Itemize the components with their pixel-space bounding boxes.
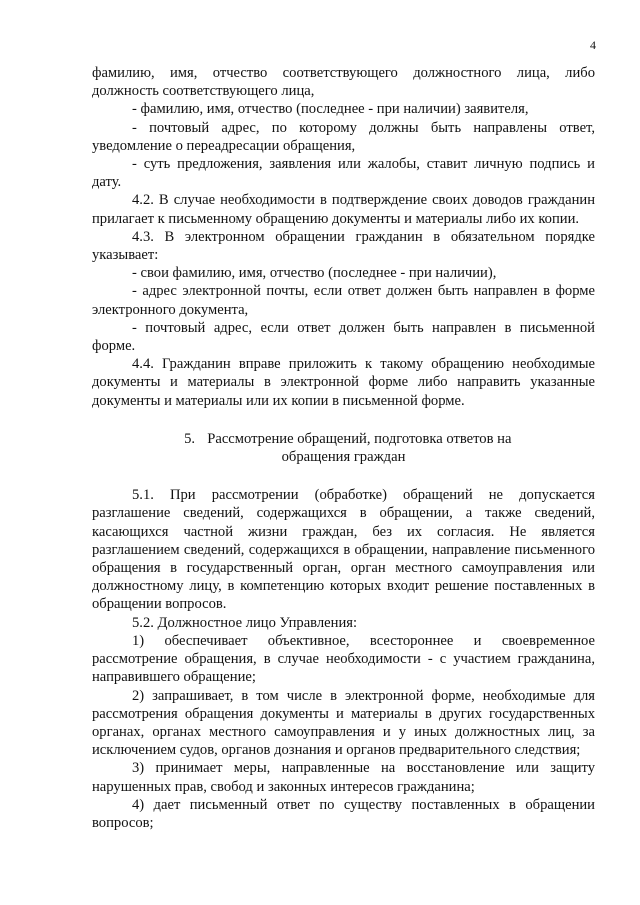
spacer — [92, 410, 595, 428]
section-title-part-1: Рассмотрение обращений, подготовка ответов на — [207, 430, 512, 447]
paragraph: 4.3. В электронном обращении гражданин в обязательном порядке указывает: — [92, 228, 595, 264]
section-heading-line-1 — [92, 430, 595, 448]
paragraph: - фамилию, имя, отчество (последнее - при наличии) заявителя, — [132, 101, 529, 118]
paragraph: - свои фамилию, имя, отчество (последнее - при наличии), — [132, 265, 497, 282]
paragraph: 4.4. Гражданин вправе приложить к такому обращению необходимые документы и материалы в электронной форме либо направить указанные документы и материалы или их копии в письменной форме. — [92, 356, 595, 409]
paragraph: - почтовый адрес, по которому должны быть направлены ответ, уведомление о переадресации обращения, — [92, 119, 595, 154]
section-heading — [92, 430, 595, 466]
section-number: 5. — [184, 430, 196, 447]
paragraph: 5.1. При рассмотрении (обработке) обращений не допускается разглашение сведений, содержащихся в обращении, а также сведений, касающихся частной жизни граждан, без их согласия. Не является разглашением сведений, содержащихся в обращении, направление письменного обращения в государственный орган, орган местного самоуправления или должностному лицу, в компетенцию которых входит решение поставленных в обращении вопросов. — [92, 487, 595, 613]
page-content — [92, 64, 595, 832]
paragraph: фамилию, имя, отчество соответствующего должностного лица, либо должность соответствующего лица, — [92, 65, 595, 100]
page-number: 4 — [590, 38, 596, 52]
paragraph: 5.2. Должностное лицо Управления: — [132, 614, 358, 631]
paragraph: 3) принимает меры, направленные на восстановление или защиту нарушенных прав, свобод и законных интересов гражданина; — [92, 760, 595, 795]
paragraph: - почтовый адрес, если ответ должен быть направлен в письменной форме. — [92, 319, 595, 355]
paragraph: 4.2. В случае необходимости в подтверждение своих доводов гражданин прилагает к письменному обращению документы и материалы либо их копии. — [92, 192, 595, 227]
paragraph: 4) дает письменный ответ по существу поставленных в обращении вопросов; — [92, 796, 595, 831]
paragraph: - суть предложения, заявления или жалобы, ставит личную подпись и дату. — [92, 156, 595, 191]
spacer — [92, 466, 595, 484]
paragraph: 1) обеспечивает объективное, всестороннее и своевременное рассмотрение обращения, в случае необходимости - с участием гражданина, направившего обращение; — [92, 632, 595, 686]
paragraph: - адрес электронной почты, если ответ должен быть направлен в форме электронного документа, — [92, 283, 595, 318]
section-title-part-2: обращения граждан — [281, 449, 406, 466]
paragraph: 2) запрашивает, в том числе в электронной форме, необходимые для рассмотрения обращения документы и материалы в других государственных органах, органах местного самоуправления и у иных должностных лиц, за исключением судов, органов дознания и органов предварительного следствия; — [92, 687, 595, 759]
